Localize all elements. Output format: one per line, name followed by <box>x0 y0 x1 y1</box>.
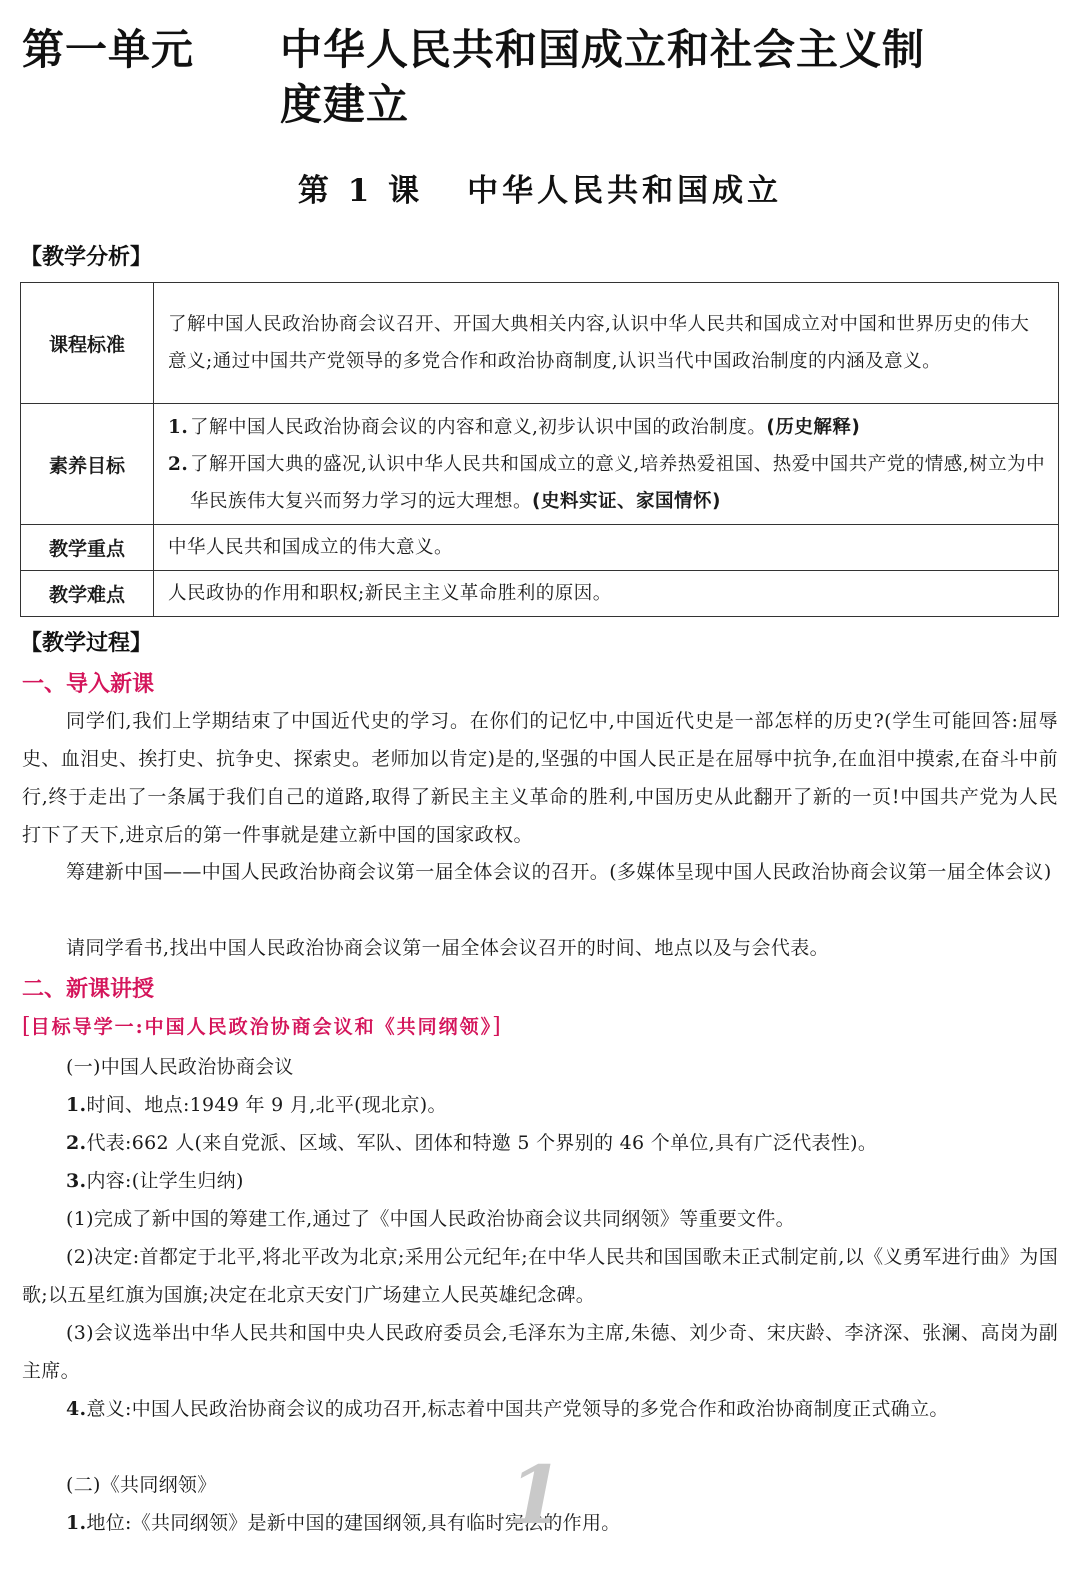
goal-text: 了解开国大典的盛况,认识中华人民共和国成立的意义,培养热爱祖国、热爱中国共产党的情感,树立为中华民族伟大复兴而努力学习的远大理想。 <box>190 453 1046 512</box>
list-item <box>66 1086 1058 1124</box>
unit-label: 第一单元 <box>22 25 195 74</box>
goal-item <box>168 446 1048 520</box>
row-value: 人民政协的作用和职权;新民主主义革命胜利的原因。 <box>154 571 1059 617</box>
table-row <box>21 283 1059 404</box>
list-item <box>66 1162 1058 1200</box>
table-row <box>21 571 1059 617</box>
row-key: 教学难点 <box>21 571 154 617</box>
list-item <box>66 1124 1058 1162</box>
item-text: 内容:(让学生归纳) <box>86 1170 244 1192</box>
intro-paragraph-3: 请同学看书,找出中国人民政治协商会议第一届全体会议召开的时间、地点以及与会代表。 <box>66 937 830 959</box>
page-number: 1 <box>508 1448 564 1542</box>
analysis-table <box>20 282 1059 617</box>
intro-paragraph-2: 筹建新中国——中国人民政治协商会议第一届全体会议的召开。(多媒体呈现中国人民政治协商会议第一届全体会议) <box>66 861 1052 883</box>
goal-tag: (史料实证、家国情怀) <box>532 490 721 512</box>
goal-number: 2. <box>168 453 189 475</box>
item-text: 地位:《共同纲领》是新中国的建国纲领,具有临时宪法的作用。 <box>86 1512 621 1534</box>
lecture-heading: 二、新课讲授 <box>22 977 155 1002</box>
item-number: 4. <box>66 1398 87 1420</box>
process-heading: 【教学过程】 <box>20 631 153 656</box>
lesson-number: 第 1 课 <box>297 173 424 209</box>
unit-title-line2: 度建立 <box>280 80 410 129</box>
row-value: 了解中国人民政治协商会议召开、开国大典相关内容,认识中华人民共和国成立对中国和世界历史的伟大意义;通过中国共产党领导的多党合作和政治协商制度,认识当代中国政治制度的内涵及意义。 <box>154 283 1059 404</box>
intro-paragraph-1: 同学们,我们上学期结束了中国近代史的学习。在你们的记忆中,中国近代史是一部怎样的历史?(学生可能回答:屈辱史、血泪史、挨打史、抗争史、探索史。老师加以肯定)是的,坚强的中国人民正是在屈辱中抗争,在血泪中摸索,在奋斗中前行,终于走出了一条属于我们自己的道路,取得了新民主主义革命的胜利,中国历史从此翻开了新的一页!中国共产党为人民打下了天下,进京后的第一件事就是建立新中国的国家政权。 <box>22 710 1058 846</box>
row-value <box>154 404 1059 525</box>
item-text: 时间、地点:1949 年 9 月,北平(现北京)。 <box>86 1094 447 1116</box>
unit-title-line1: 中华人民共和国成立和社会主义制 <box>280 25 926 74</box>
item-number: 2. <box>66 1132 87 1154</box>
analysis-heading: 【教学分析】 <box>20 245 153 270</box>
goal-text: 了解中国人民政治协商会议的内容和意义,初步认识中国的政治制度。 <box>190 416 767 438</box>
list-item <box>22 1390 1058 1428</box>
lesson-title <box>0 165 1080 210</box>
lesson-name: 中华人民共和国成立 <box>467 173 783 209</box>
subsection-2: (二)《共同纲领》 <box>66 1474 217 1496</box>
subsection-1: (一)中国人民政治协商会议 <box>66 1056 294 1078</box>
item-number: 1. <box>66 1094 87 1116</box>
item-number: 3. <box>66 1170 87 1192</box>
content-item-2: (2)决定:首都定于北平,将北平改为北京;采用公元纪年;在中华人民共和国国歌未正式制定前,以《义勇军进行曲》为国歌;以五星红旗为国旗;决定在北京天安门广场建立人民英雄纪念碑。 <box>22 1246 1058 1306</box>
content-item-1: (1)完成了新中国的筹建工作,通过了《中国人民政治协商会议共同纲领》等重要文件。 <box>66 1208 795 1230</box>
row-key: 素养目标 <box>21 404 154 525</box>
goal-item <box>168 409 1048 446</box>
table-row <box>21 404 1059 525</box>
goal-number: 1. <box>168 416 189 438</box>
row-key: 教学重点 <box>21 525 154 571</box>
row-value: 中华人民共和国成立的伟大意义。 <box>154 525 1059 571</box>
target-text: 目标导学一:中国人民政治协商会议和《共同纲领》 <box>30 1016 493 1038</box>
goal-tag: (历史解释) <box>766 416 861 438</box>
content-item-3: (3)会议选举出中华人民共和国中央人民政府委员会,毛泽东为主席,朱德、刘少奇、宋庆龄、李济深、张澜、高岗为副主席。 <box>22 1322 1058 1382</box>
item-text: 意义:中国人民政治协商会议的成功召开,标志着中国共产党领导的多党合作和政治协商制度正式确立。 <box>86 1398 949 1420</box>
unit-title <box>22 22 1062 132</box>
target-banner: [目标导学一:中国人民政治协商会议和《共同纲领》] <box>22 1014 501 1039</box>
row-key: 课程标准 <box>21 283 154 404</box>
table-row <box>21 525 1059 571</box>
item-number: 1. <box>66 1512 87 1534</box>
intro-heading: 一、导入新课 <box>22 672 155 697</box>
item-text: 代表:662 人(来自党派、区域、军队、团体和特邀 5 个界别的 46 个单位,具有广泛代表性)。 <box>86 1132 878 1154</box>
